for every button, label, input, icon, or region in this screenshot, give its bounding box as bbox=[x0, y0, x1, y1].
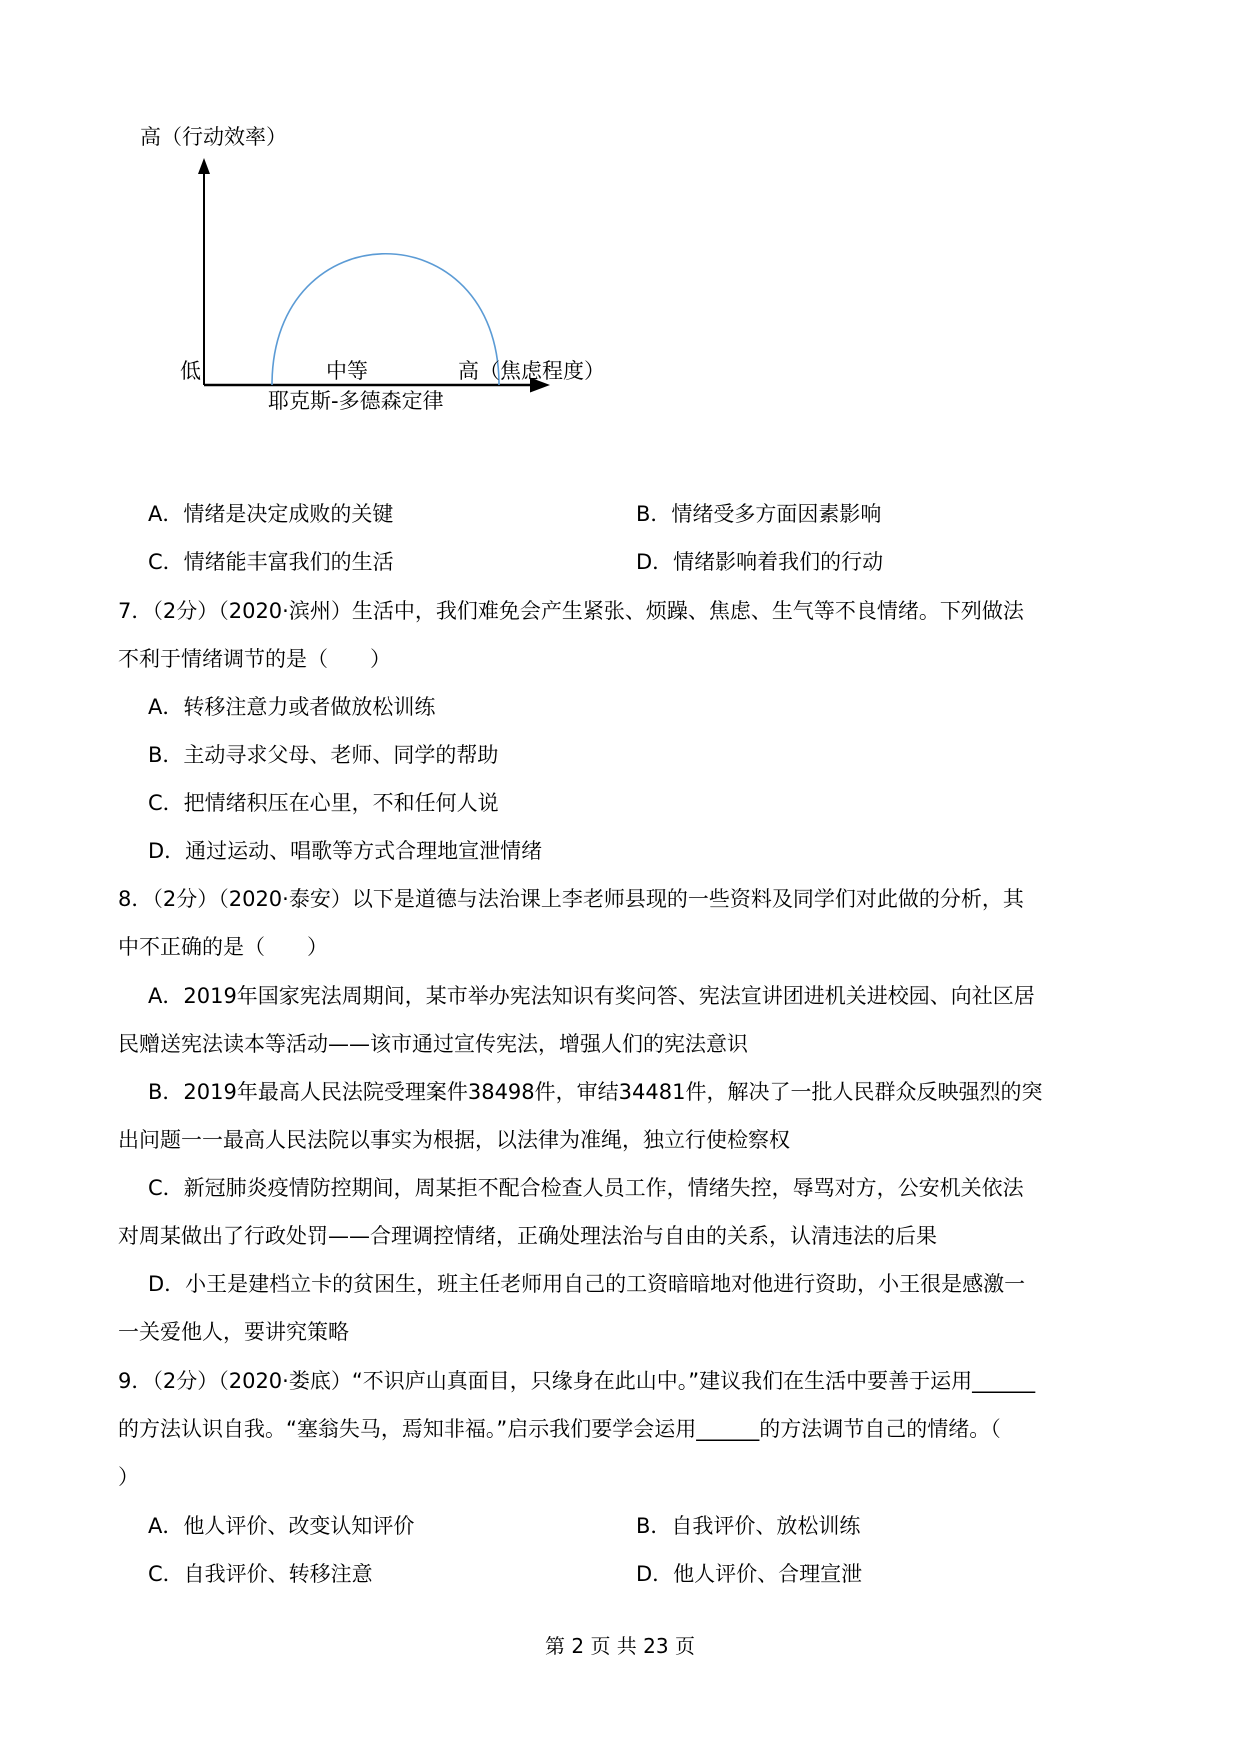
q9-stem-line1: 9．（2分）（2020·娄底）“不识庐山真面目，只缘身在此山中。”建议我们在生活中要善于运用______ bbox=[118, 1369, 1036, 1393]
q6-option-d: D．情绪影响着我们的行动 bbox=[636, 550, 884, 574]
q6-option-a: A．情绪是决定成败的关键 bbox=[148, 502, 394, 526]
chart-title: 耶克斯-多德森定律 bbox=[268, 389, 444, 413]
q8-option-a-line1: A．2019年国家宪法周期间，某市举办宪法知识有奖问答、宪法宣讲团进机关进校园、向社区居 bbox=[148, 984, 1035, 1008]
q8-option-c-line2: 对周某做出了行政处罚——合理调控情绪，正确处理法治与自由的关系，认清违法的后果 bbox=[118, 1224, 937, 1248]
q9-stem-line3: ） bbox=[118, 1465, 139, 1489]
page-number: 第 2 页 共 23 页 bbox=[545, 1634, 695, 1658]
x-tick-medium: 中等 bbox=[326, 359, 368, 383]
q9-option-c: C．自我评价、转移注意 bbox=[148, 1562, 373, 1586]
q9-option-b: B．自我评价、放松训练 bbox=[636, 1514, 861, 1538]
chart-canvas bbox=[140, 130, 700, 470]
q7-option-a: A．转移注意力或者做放松训练 bbox=[148, 695, 436, 719]
q7-option-d: D．通过运动、唱歌等方式合理地宣泄情绪 bbox=[148, 839, 543, 863]
x-tick-low: 低 bbox=[180, 359, 201, 383]
q8-stem-line2: 中不正确的是（ ） bbox=[118, 935, 328, 959]
q9-option-a: A．他人评价、改变认知评价 bbox=[148, 1514, 415, 1538]
x-tick-high: 高（焦虑程度） bbox=[458, 359, 605, 383]
q8-option-d-line2: 一关爱他人，要讲究策略 bbox=[118, 1320, 349, 1344]
y-axis-label: 高（行动效率） bbox=[140, 125, 287, 149]
q8-option-a-line2: 民赠送宪法读本等活动——该市通过宣传宪法，增强人们的宪法意识 bbox=[118, 1032, 748, 1056]
q8-option-b-line2: 出问题一一最高人民法院以事实为根据，以法律为准绳，独立行使检察权 bbox=[118, 1128, 790, 1152]
q7-option-b: B．主动寻求父母、老师、同学的帮助 bbox=[148, 743, 499, 767]
q9-option-d: D．他人评价、合理宣泄 bbox=[636, 1562, 863, 1586]
q8-option-c-line1: C．新冠肺炎疫情防控期间，周某拒不配合检查人员工作，情绪失控，辱骂对方，公安机关依法 bbox=[148, 1176, 1024, 1200]
q7-stem-line1: 7．（2分）（2020·滨州）生活中，我们难免会产生紧张、烦躁、焦虑、生气等不良情绪。下列做法 bbox=[118, 599, 1024, 623]
q7-option-c: C．把情绪积压在心里，不和任何人说 bbox=[148, 791, 499, 815]
q8-option-b-line1: B．2019年最高人民法院受理案件38498件，审结34481件，解决了一批人民群众反映强烈的突 bbox=[148, 1080, 1043, 1104]
q9-stem-line2: 的方法认识自我。“塞翁失马，焉知非福。”启示我们要学会运用______的方法调节自己的情绪。（ bbox=[118, 1417, 1001, 1441]
yerkes-dodson-chart bbox=[140, 125, 700, 470]
q6-option-b: B．情绪受多方面因素影响 bbox=[636, 502, 882, 526]
q7-stem-line2: 不利于情绪调节的是（ ） bbox=[118, 647, 391, 671]
q6-option-c: C．情绪能丰富我们的生活 bbox=[148, 550, 394, 574]
q8-option-d-line1: D．小王是建档立卡的贫困生，班主任老师用自己的工资暗暗地对他进行资助，小王很是感激一 bbox=[148, 1272, 1026, 1296]
q8-stem-line1: 8．（2分）（2020·泰安）以下是道德与法治课上李老师县现的一些资料及同学们对此做的分析，其 bbox=[118, 887, 1024, 911]
